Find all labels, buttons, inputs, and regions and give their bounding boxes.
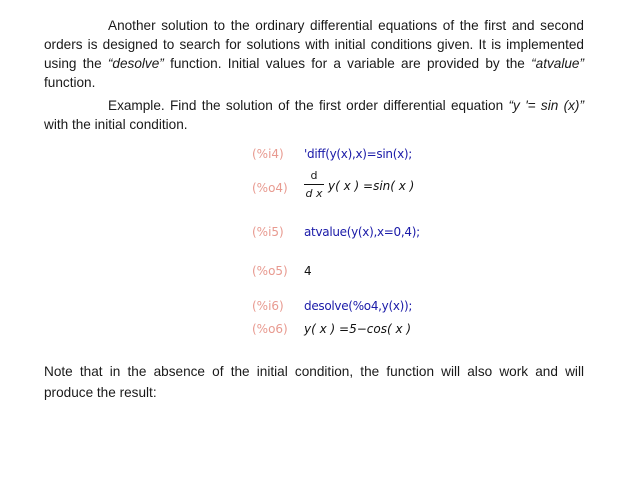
atvalue-term: “atvalue” <box>531 56 584 71</box>
output-value: y( x ) =5−cos( x ) <box>304 322 412 336</box>
derivative-expression <box>304 169 464 205</box>
note-paragraph: Note that in the absence of the initial condition, the function will also work and will produce the result: <box>44 364 584 400</box>
desolve-term: “desolve” <box>107 56 164 71</box>
intro-paragraph <box>44 16 584 92</box>
maxima-session <box>252 147 512 347</box>
input-label: (%i5) <box>252 225 284 239</box>
intro-mid-text: function. Initial values for a variable are provided by the <box>163 56 532 71</box>
input-code: atvalue(y(x),x=0,4); <box>304 225 420 239</box>
example-text: Example. Find the solution of the first order differential equation <box>108 98 509 113</box>
input-code: desolve(%o4,y(x)); <box>304 299 413 313</box>
output-label: (%o6) <box>252 322 288 336</box>
output-value: 4 <box>304 264 312 278</box>
fraction-denominator: d x <box>305 187 323 200</box>
derivative-fraction <box>304 169 324 200</box>
fraction-bar <box>304 184 324 185</box>
equation-rhs: y( x ) =sin( x ) <box>328 179 415 193</box>
output-label: (%o4) <box>252 181 288 195</box>
input-label: (%i4) <box>252 147 284 161</box>
example-paragraph <box>44 96 584 134</box>
input-label: (%i6) <box>252 299 284 313</box>
intro-end-text: function. <box>44 75 96 90</box>
output-label: (%o5) <box>252 264 288 278</box>
fraction-numerator: d <box>310 169 318 182</box>
intro-text: Another solution to the ordinary differential equations of the first and second orders is designed to search for solutions with initial conditions given. It is implemented using the <box>44 18 584 71</box>
example-end-text: with the initial condition. <box>44 117 188 132</box>
input-code: 'diff(y(x),x)=sin(x); <box>304 147 412 161</box>
equation-quote: “y '= sin (x)” <box>508 98 584 113</box>
